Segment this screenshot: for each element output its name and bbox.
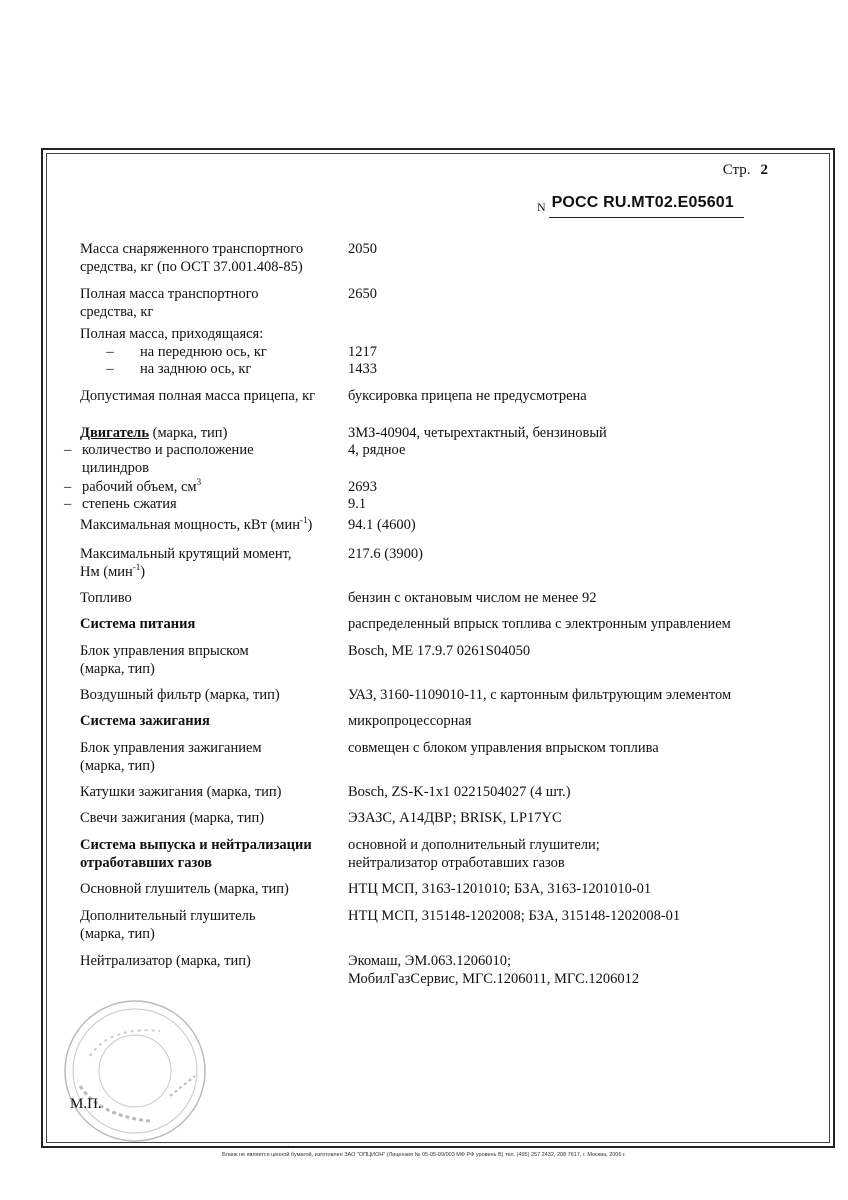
engine-value: ЗМЗ-40904, четырехтактный, бензиновый — [348, 425, 607, 441]
rear-axle-label: на заднюю ось, кг — [140, 361, 252, 377]
fuel-system-label: Система питания — [80, 616, 196, 632]
compression-dash: – — [64, 496, 72, 512]
trailer-value: буксировка прицепа не предусмотрена — [348, 388, 587, 404]
displacement-dash: – — [64, 479, 72, 495]
fuel-system-value: распределенный впрыск топлива с электронным управлением — [348, 616, 731, 632]
seal-stamp-icon — [60, 996, 210, 1146]
cert-number-value: РОСС RU.МТ02.Е05601 — [551, 194, 734, 211]
torque-label-2b: ) — [140, 563, 146, 580]
coils-label: Катушки зажигания (марка, тип) — [80, 784, 282, 800]
rear-axle-value: 1433 — [348, 361, 377, 377]
page-label: Стр. — [722, 162, 751, 178]
plugs-label: Свечи зажигания (марка, тип) — [80, 810, 265, 826]
exhaust-system-label-2: отработавших газов — [80, 854, 212, 871]
fuel-value: бензин с октановым числом не менее 92 — [348, 590, 597, 606]
power-sup: -1 — [300, 515, 308, 526]
curb-mass-label-2: средства, кг (по ОСТ 37.001.408-85) — [80, 258, 303, 275]
plugs-value: ЭЗАЗС, А14ДВР; BRISK, LP17YC — [348, 810, 562, 826]
main-muffler-label: Основной глушитель (марка, тип) — [80, 881, 289, 897]
torque-label-2a: Нм (мин — [80, 563, 133, 580]
certificate-number — [537, 194, 734, 215]
curb-mass-label-1: Масса снаряженного транспортного — [80, 241, 304, 257]
extra-muffler-label-2: (марка, тип) — [80, 925, 155, 942]
compression-label: степень сжатия — [82, 496, 177, 512]
coils-value: Bosch, ZS-K-1x1 0221504027 (4 шт.) — [348, 784, 571, 800]
displacement-sup: 3 — [196, 477, 202, 488]
cylinders-label-1: количество и расположение — [82, 442, 254, 458]
extra-muffler-value: НТЦ МСП, 315148-1202008; БЗА, 315148-1202008-01 — [348, 908, 681, 924]
fuel-label: Топливо — [80, 590, 132, 606]
cert-underline — [549, 217, 744, 218]
power-label: Максимальная мощность, кВт (мин — [80, 517, 300, 533]
power-label-end: ) — [307, 517, 313, 533]
neutralizer-value-2: МобилГазСервис, МГС.1206011, МГС.1206012 — [348, 970, 640, 987]
page-number — [723, 162, 768, 179]
neutralizer-value-1: Экомаш, ЭМ.063.1206010; — [348, 953, 512, 969]
air-filter-label: Воздушный фильтр (марка, тип) — [80, 687, 280, 703]
neutralizer-label: Нейтрализатор (марка, тип) — [80, 953, 251, 969]
engine-label-rest: (марка, тип) — [148, 425, 228, 441]
stamp-mp-label: М.П. — [70, 1096, 102, 1112]
cylinders-value: 4, рядное — [348, 442, 406, 458]
gross-mass-label-2: средства, кг — [80, 303, 154, 320]
air-filter-value: УАЗ, 3160-1109010-11, с картонным фильтрующим элементом — [348, 687, 732, 703]
engine-label-bold: Двигатель — [80, 425, 149, 441]
displacement-value: 2693 — [348, 479, 377, 495]
page-number-value: 2 — [760, 162, 768, 178]
power-value: 94.1 (4600) — [348, 517, 416, 533]
cylinders-label-2: цилиндров — [82, 459, 149, 476]
torque-sup: -1 — [132, 561, 141, 572]
gross-mass-value: 2650 — [348, 286, 377, 302]
gross-mass-label-1: Полная масса транспортного — [80, 286, 259, 302]
cert-prefix: N — [537, 200, 546, 214]
extra-muffler-label-1: Дополнительный глушитель — [80, 908, 256, 924]
axle-mass-label: Полная масса, приходящаяся: — [80, 326, 264, 342]
exhaust-system-label-1: Система выпуска и нейтрализации — [80, 837, 312, 853]
front-axle-dash: – — [106, 344, 114, 360]
exhaust-system-value-2: нейтрализатор отработавших газов — [348, 854, 565, 871]
torque-label-1: Максимальный крутящий момент, — [80, 546, 292, 562]
trailer-label: Допустимая полная масса прицепа, кг — [80, 388, 316, 404]
ignition-ecu-label-2: (марка, тип) — [80, 757, 155, 774]
injection-ecu-value: Bosch, ME 17.9.7 0261S04050 — [348, 643, 531, 659]
displacement-label: рабочий объем, см — [82, 479, 197, 495]
cylinders-dash: – — [64, 442, 72, 458]
rear-axle-dash: – — [106, 361, 114, 377]
front-axle-label: на переднюю ось, кг — [140, 344, 267, 360]
ignition-system-value: микропроцессорная — [348, 713, 472, 729]
ignition-ecu-value: совмещен с блоком управления впрыском топлива — [348, 740, 659, 756]
injection-ecu-label-2: (марка, тип) — [80, 660, 155, 677]
footer-note: Бланк не является ценной бумагой, изготовлен ЗАО "ОПЦИОН" (Лицензия № 05-05-09/003 МФ РФ уровень В) тел. (495) 257 2432, 208 7617, г. Москва, 2006 г. — [222, 1152, 626, 1158]
front-axle-value: 1217 — [348, 344, 377, 360]
torque-value: 217.6 (3900) — [348, 546, 423, 562]
ignition-ecu-label-1: Блок управления зажиганием — [80, 740, 262, 756]
curb-mass-value: 2050 — [348, 241, 377, 257]
ignition-system-label: Система зажигания — [80, 713, 210, 729]
exhaust-system-value-1: основной и дополнительный глушители; — [348, 837, 600, 853]
main-muffler-value: НТЦ МСП, 3163-1201010; БЗА, 3163-1201010-01 — [348, 881, 652, 897]
compression-value: 9.1 — [348, 496, 367, 512]
injection-ecu-label-1: Блок управления впрыском — [80, 643, 249, 659]
